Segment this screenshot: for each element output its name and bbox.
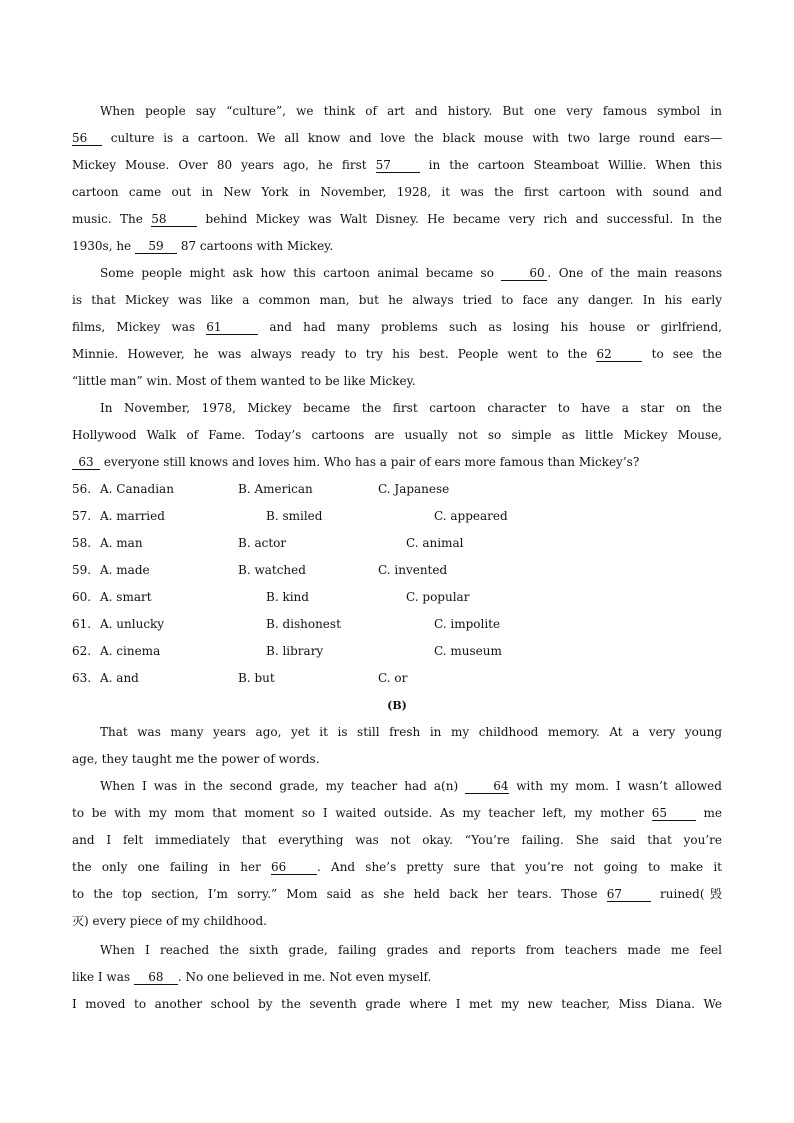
exam-page (72, 98, 722, 1018)
text-line (72, 964, 722, 991)
text-line: I moved to another school by the seventh grade where I met my new teacher, Miss Diana. We (72, 997, 722, 1011)
text-line: Hollywood Walk of Fame. Today’s cartoons are usually not so simple as little Mickey Mouse, (72, 428, 722, 442)
option-number: 57. (72, 509, 92, 523)
text-line: “little man” win. Most of them wanted to be like Mickey. (72, 374, 416, 388)
option-row-58 (72, 530, 722, 557)
text-segment: and had many problems such as losing his house or girlfriend, (269, 320, 723, 334)
text-line: and I felt immediately that everything was not okay. “You’re failing. She said that you’re (72, 833, 722, 847)
option-a: A. smart (100, 590, 152, 604)
text-line (72, 449, 722, 476)
text-segment: When I was in the second grade, my teacher had a(n) (100, 779, 459, 793)
option-a: A. and (100, 671, 139, 685)
blank-62: 62 (596, 347, 642, 362)
text-line: 灭) every piece of my childhood. (72, 914, 268, 928)
option-number: 60. (72, 590, 92, 604)
option-b: B. smiled (266, 509, 323, 523)
option-b: B. American (238, 482, 313, 496)
option-c: C. invented (378, 563, 448, 577)
text-segment: Mickey Mouse. Over 80 years ago, he first (72, 158, 367, 172)
blank-66: 66 (271, 860, 317, 875)
option-c: C. popular (406, 590, 470, 604)
blank-56: 56 (72, 131, 102, 146)
option-number: 59. (72, 563, 92, 577)
text-segment: culture is a cartoon. We all know and love the black mouse with two large round ears— (110, 131, 722, 145)
option-a: A. married (100, 509, 165, 523)
option-a: A. unlucky (100, 617, 165, 631)
paragraph-b2 (72, 773, 722, 935)
paragraph-b1 (72, 719, 722, 773)
text-segment: everyone still knows and loves him. Who has a pair of ears more famous than Mickey’s? (103, 455, 640, 469)
text-line (72, 260, 722, 287)
option-row-63 (72, 665, 722, 692)
text-line (72, 206, 722, 233)
option-number: 58. (72, 536, 92, 550)
option-a: A. cinema (100, 644, 161, 658)
paragraph-b3 (72, 937, 722, 991)
text-line (72, 881, 722, 908)
text-line: is that Mickey was like a common man, but he always tried to face any danger. In his early (72, 293, 722, 307)
text-line: cartoon came out in New York in November, 1928, it was the first cartoon with sound and (72, 185, 722, 199)
blank-59: 59 (135, 239, 177, 254)
option-row-59 (72, 557, 722, 584)
blank-60: 60 (501, 266, 547, 281)
option-row-60 (72, 584, 722, 611)
text-segment: . And she’s pretty sure that you’re not going to make it (317, 860, 722, 874)
text-segment: 87 cartoons with Mickey. (180, 239, 334, 253)
option-b: B. dishonest (266, 617, 341, 631)
option-a: A. man (100, 536, 143, 550)
text-line (72, 773, 722, 800)
paragraph-a2 (72, 260, 722, 395)
blank-68: 68 (134, 970, 178, 985)
text-segment: like I was (72, 970, 131, 984)
blank-61: 61 (206, 320, 258, 335)
option-number: 56. (72, 482, 92, 496)
option-c: C. appeared (434, 509, 508, 523)
option-row-61 (72, 611, 722, 638)
text-segment: to see the (651, 347, 722, 361)
text-line (72, 800, 722, 827)
text-line (72, 341, 722, 368)
option-row-56 (72, 476, 722, 503)
blank-64: 64 (465, 779, 509, 794)
text-segment: with my mom. I wasn’t allowed (516, 779, 722, 793)
option-b: B. kind (266, 590, 309, 604)
text-line (72, 233, 722, 260)
text-line: age, they taught me the power of words. (72, 752, 320, 766)
section-heading: (B) (387, 699, 407, 712)
text-segment: . One of the main reasons (547, 266, 722, 280)
text-line: That was many years ago, yet it is still fresh in my childhood memory. At a very young (100, 725, 722, 739)
text-line (72, 125, 722, 152)
text-segment: me (703, 806, 722, 820)
option-b: B. library (266, 644, 324, 658)
option-b: B. actor (238, 536, 287, 550)
text-segment: films, Mickey was (72, 320, 196, 334)
option-c: C. animal (406, 536, 464, 550)
text-line (72, 152, 722, 179)
text-segment: music. The (72, 212, 143, 226)
option-number: 62. (72, 644, 92, 658)
blank-65: 65 (652, 806, 696, 821)
text-line (72, 314, 722, 341)
text-segment: ruined(毁 (660, 887, 722, 901)
text-line: In November, 1978, Mickey became the first cartoon character to have a star on the (100, 401, 722, 415)
answer-options (72, 476, 722, 692)
text-segment: the only one failing in her (72, 860, 261, 874)
option-b: B. but (238, 671, 275, 685)
text-segment: behind Mickey was Walt Disney. He became very rich and successful. In the (205, 212, 722, 226)
option-c: C. Japanese (378, 482, 450, 496)
text-line: When people say “culture”, we think of art and history. But one very famous symbol in (100, 104, 722, 118)
option-c: C. impolite (434, 617, 501, 631)
blank-58: 58 (151, 212, 197, 227)
option-c: C. or (378, 671, 408, 685)
blank-67: 67 (607, 887, 651, 902)
text-line: When I reached the sixth grade, failing grades and reports from teachers made me feel (100, 943, 722, 957)
paragraph-a1 (72, 98, 722, 260)
text-segment: to be with my mom that moment so I waited outside. As my teacher left, my mother (72, 806, 645, 820)
option-a: A. Canadian (100, 482, 174, 496)
text-line (72, 854, 722, 881)
text-segment: Some people might ask how this cartoon animal became so (100, 266, 494, 280)
text-segment: to the top section, I’m sorry.” Mom said as she held back her tears. Those (72, 887, 598, 901)
paragraph-a3 (72, 395, 722, 476)
text-segment: . No one believed in me. Not even myself. (177, 970, 432, 984)
text-segment: Minnie. However, he was always ready to try his best. People went to the (72, 347, 588, 361)
option-number: 61. (72, 617, 92, 631)
option-a: A. made (100, 563, 150, 577)
text-segment: in the cartoon Steamboat Willie. When this (428, 158, 722, 172)
option-number: 63. (72, 671, 92, 685)
option-b: B. watched (238, 563, 306, 577)
option-row-57 (72, 503, 722, 530)
blank-63: 63 (72, 455, 100, 470)
text-segment: 1930s, he (72, 239, 132, 253)
option-c: C. museum (434, 644, 502, 658)
option-row-62 (72, 638, 722, 665)
paragraph-b4 (72, 991, 722, 1018)
blank-57: 57 (376, 158, 420, 173)
